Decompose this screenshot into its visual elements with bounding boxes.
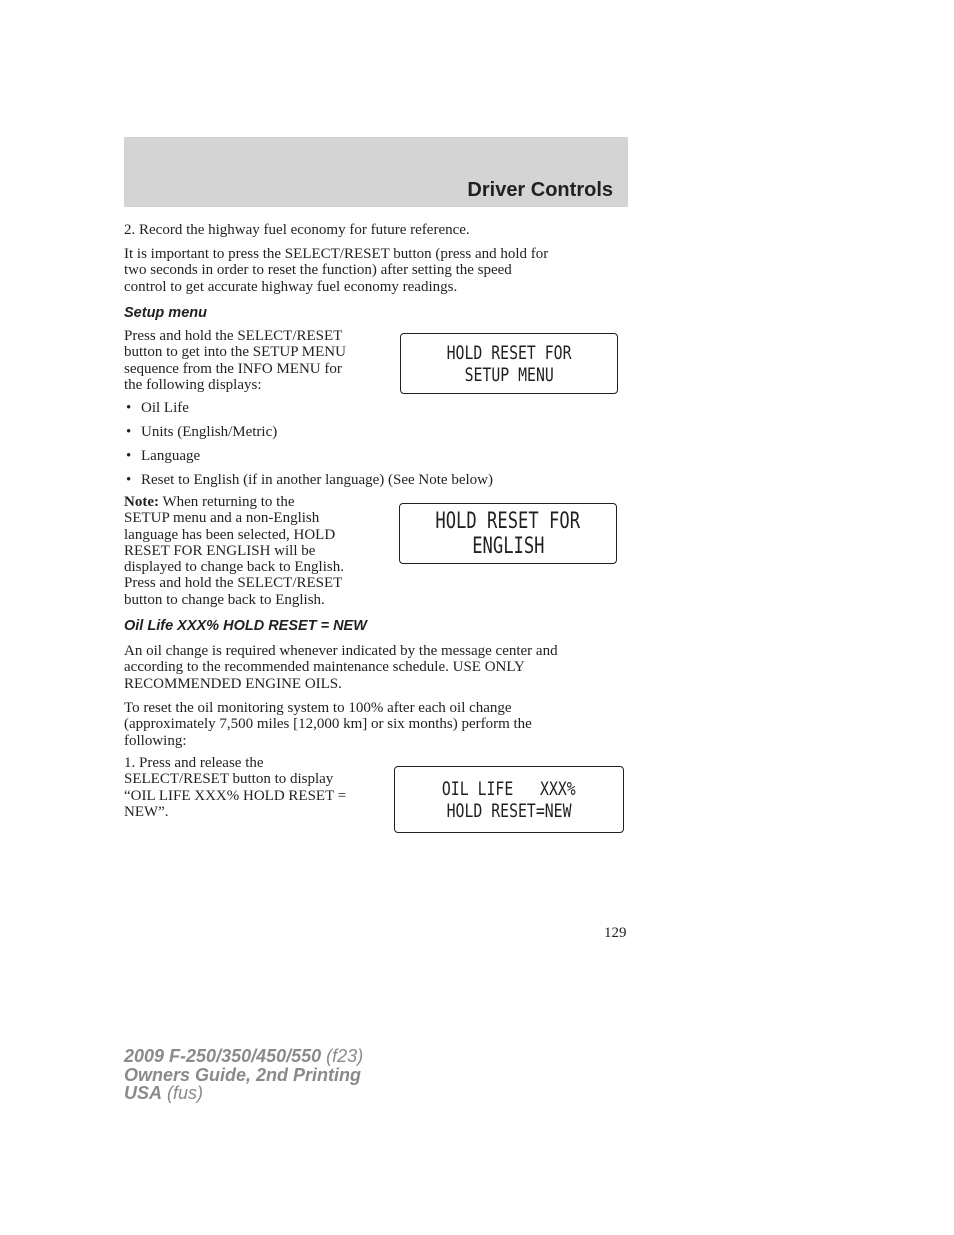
bullet-item: • Reset to English (if in another language) (See Note below)	[126, 472, 493, 488]
oil-life-display: OIL LIFE XXX% HOLD RESET=NEW	[394, 766, 624, 833]
page-number: 129	[604, 925, 627, 941]
oil-reset-paragraph: To reset the oil monitoring system to 100% after each oil change (approximately 7,500 miles [12,000 km] or six months) perform the following:	[124, 700, 532, 749]
step-one-paragraph: 1. Press and release the SELECT/RESET button to display “OIL LIFE XXX% HOLD RESET = NEW”.	[124, 755, 347, 820]
oil-change-paragraph: An oil change is required whenever indicated by the message center and according to the recommended maintenance schedule. USE ONLY RECOMMENDED ENGINE OILS.	[124, 643, 558, 692]
setup-menu-heading: Setup menu	[124, 305, 207, 321]
record-paragraph: 2. Record the highway fuel economy for future reference.	[124, 222, 470, 238]
bullet-item: • Language	[126, 448, 201, 464]
bullet-item: • Units (English/Metric)	[126, 424, 278, 440]
section-header-band	[124, 137, 628, 207]
note-paragraph: Note: When returning to the SETUP menu and a non-English language has been selected, HOLD RESET FOR ENGLISH will be displayed to change back to English. Press and hold the SELECT/RESET button to change back to English.	[124, 494, 344, 608]
footer-edition: 2009 F-250/350/450/550 (f23) Owners Guide, 2nd Printing USA (fus)	[124, 1046, 364, 1103]
bullet-item: • Oil Life	[126, 400, 189, 416]
section-title: Driver Controls	[467, 179, 613, 201]
note-label: Note:	[124, 494, 159, 510]
oil-life-heading: Oil Life XXX% HOLD RESET = NEW	[124, 618, 367, 634]
setup-menu-paragraph: Press and hold the SELECT/RESET button to get into the SETUP MENU sequence from the INFO MENU for the following displays:	[124, 328, 346, 393]
setup-menu-display: HOLD RESET FOR SETUP MENU	[400, 333, 618, 394]
english-display: HOLD RESET FOR ENGLISH	[399, 503, 617, 564]
important-paragraph: It is important to press the SELECT/RESET button (press and hold for two seconds in order to reset the function) after setting the speed control to get accurate highway fuel economy readings.	[124, 246, 549, 295]
